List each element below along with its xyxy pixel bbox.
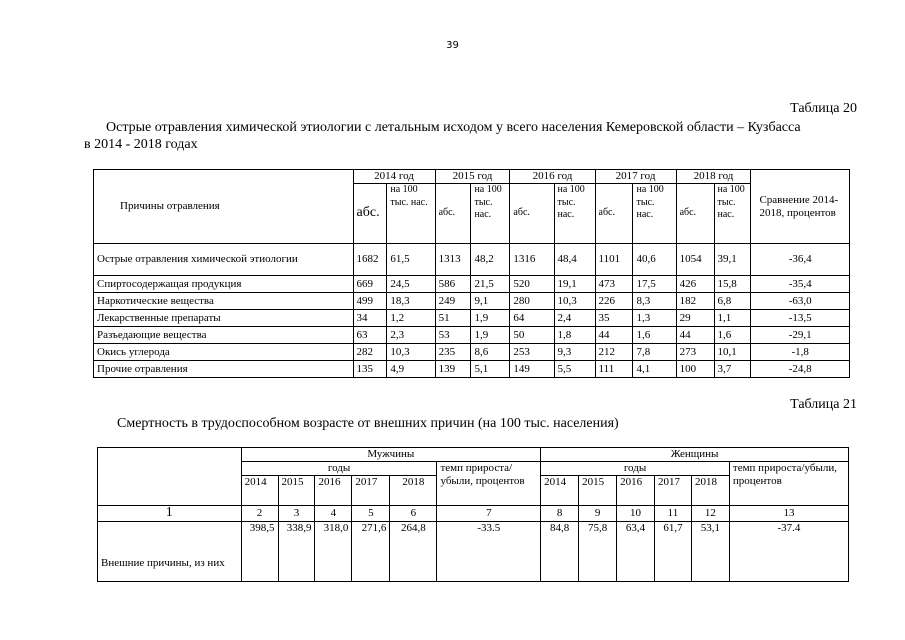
women-value: 61,7 xyxy=(655,522,692,582)
col-number: 1 xyxy=(98,506,242,522)
col-number: 7 xyxy=(437,506,541,522)
abs-value: 235 xyxy=(435,344,471,361)
rate-value: 24,5 xyxy=(387,276,435,293)
header-per100k: на 100 тыс. нас. xyxy=(633,184,676,244)
rate-value: 4,1 xyxy=(633,361,676,378)
abs-value: 499 xyxy=(353,293,387,310)
header-women-year: 2018 xyxy=(691,476,729,506)
rate-value: 9,1 xyxy=(471,293,510,310)
comparison-value: -36,4 xyxy=(751,244,850,276)
abs-value: 249 xyxy=(435,293,471,310)
abs-value: 63 xyxy=(353,327,387,344)
table-row xyxy=(94,293,850,310)
abs-value: 212 xyxy=(595,344,633,361)
rate-value: 3,7 xyxy=(714,361,751,378)
rate-value: 5,5 xyxy=(554,361,595,378)
row-name: Спиртосодержащая продукция xyxy=(94,276,354,293)
table-20-label: Таблица 20 xyxy=(790,101,857,116)
rate-value: 9,3 xyxy=(554,344,595,361)
abs-value: 44 xyxy=(676,327,714,344)
rate-value: 18,3 xyxy=(387,293,435,310)
comparison-value: -13,5 xyxy=(751,310,850,327)
header-women-year: 2017 xyxy=(655,476,692,506)
header-men-year: 2015 xyxy=(278,476,315,506)
abs-value: 280 xyxy=(510,293,554,310)
abs-value: 135 xyxy=(353,361,387,378)
col-number: 3 xyxy=(278,506,315,522)
abs-value: 139 xyxy=(435,361,471,378)
rate-value: 6,8 xyxy=(714,293,751,310)
table-row xyxy=(98,522,849,582)
table-21 xyxy=(97,447,849,582)
men-value: 318,0 xyxy=(315,522,352,582)
table-20-title-line1: Острые отравления химической этиологии с летальным исходом у всего населения Кемеровской области – Кузбасса xyxy=(106,120,801,135)
header-cause: Причины отравления xyxy=(94,170,354,244)
rate-value: 39,1 xyxy=(714,244,751,276)
header-men-year: 2014 xyxy=(241,476,278,506)
abs-value: 51 xyxy=(435,310,471,327)
header-women: Женщины xyxy=(541,448,849,462)
abs-value: 669 xyxy=(353,276,387,293)
rate-value: 19,1 xyxy=(554,276,595,293)
header-women-years: годы xyxy=(541,462,730,476)
table-row xyxy=(94,327,850,344)
rate-value: 40,6 xyxy=(633,244,676,276)
header-women-year: 2015 xyxy=(579,476,617,506)
rate-value: 1,8 xyxy=(554,327,595,344)
abs-value: 426 xyxy=(676,276,714,293)
header-year-2018: 2018 год xyxy=(676,170,751,184)
comparison-value: -1,8 xyxy=(751,344,850,361)
rate-value: 10,3 xyxy=(387,344,435,361)
table-row xyxy=(94,276,850,293)
women-value: 53,1 xyxy=(691,522,729,582)
abs-value: 35 xyxy=(595,310,633,327)
men-value: 271,6 xyxy=(352,522,390,582)
rate-value: 61,5 xyxy=(387,244,435,276)
header-abs: абс. xyxy=(510,184,554,244)
abs-value: 29 xyxy=(676,310,714,327)
col-number: 11 xyxy=(655,506,692,522)
rate-value: 2,4 xyxy=(554,310,595,327)
row-name: Острые отравления химической этиологии xyxy=(94,244,354,276)
men-rate: -33.5 xyxy=(437,522,541,582)
col-number: 4 xyxy=(315,506,352,522)
women-value: 75,8 xyxy=(579,522,617,582)
rate-value: 2,3 xyxy=(387,327,435,344)
abs-value: 149 xyxy=(510,361,554,378)
abs-value: 53 xyxy=(435,327,471,344)
comparison-value: -63,0 xyxy=(751,293,850,310)
men-value: 338,9 xyxy=(278,522,315,582)
comparison-value: -24,8 xyxy=(751,361,850,378)
header-men: Мужчины xyxy=(241,448,541,462)
abs-value: 50 xyxy=(510,327,554,344)
table-21-title: Смертность в трудоспособном возрасте от внешних причин (на 100 тыс. населения) xyxy=(117,416,619,431)
row-name: Лекарственные препараты xyxy=(94,310,354,327)
col-number: 5 xyxy=(352,506,390,522)
abs-value: 1313 xyxy=(435,244,471,276)
row-name: Окись углерода xyxy=(94,344,354,361)
abs-value: 253 xyxy=(510,344,554,361)
abs-value: 1101 xyxy=(595,244,633,276)
abs-value: 282 xyxy=(353,344,387,361)
table-20-title xyxy=(84,119,884,153)
row-name: Внешние причины, из них xyxy=(98,522,242,582)
abs-value: 520 xyxy=(510,276,554,293)
header-per100k: на 100 тыс. нас. xyxy=(471,184,510,244)
header-women-year: 2016 xyxy=(617,476,655,506)
header-abs: абс. xyxy=(435,184,471,244)
abs-value: 44 xyxy=(595,327,633,344)
row-header-empty xyxy=(98,448,242,506)
rate-value: 1,9 xyxy=(471,327,510,344)
table-20-body xyxy=(94,244,850,378)
row-name: Наркотические вещества xyxy=(94,293,354,310)
rate-value: 1,3 xyxy=(633,310,676,327)
header-year-2016: 2016 год xyxy=(510,170,595,184)
rate-value: 7,8 xyxy=(633,344,676,361)
table-row xyxy=(94,361,850,378)
header-women-year: 2014 xyxy=(541,476,579,506)
abs-value: 1054 xyxy=(676,244,714,276)
abs-value: 1682 xyxy=(353,244,387,276)
abs-value: 473 xyxy=(595,276,633,293)
rate-value: 1,9 xyxy=(471,310,510,327)
rate-value: 8,3 xyxy=(633,293,676,310)
table-row xyxy=(94,310,850,327)
women-value: 63,4 xyxy=(617,522,655,582)
header-per100k: на 100 тыс. нас. xyxy=(554,184,595,244)
table-21-label: Таблица 21 xyxy=(790,397,857,412)
col-number: 10 xyxy=(617,506,655,522)
table-row xyxy=(94,244,850,276)
men-value: 264,8 xyxy=(390,522,437,582)
header-abs: абс. xyxy=(676,184,714,244)
rate-value: 1,6 xyxy=(633,327,676,344)
comparison-value: -35,4 xyxy=(751,276,850,293)
table-20 xyxy=(93,169,850,378)
header-men-year: 2018 xyxy=(390,476,437,506)
abs-value: 64 xyxy=(510,310,554,327)
col-number: 8 xyxy=(541,506,579,522)
col-number: 12 xyxy=(691,506,729,522)
page-number: 39 xyxy=(446,40,459,51)
table-20-title-line2: в 2014 - 2018 годах xyxy=(84,137,198,152)
header-year-2015: 2015 год xyxy=(435,170,510,184)
header-per100k: на 100 тыс. нас. xyxy=(714,184,751,244)
rate-value: 10,3 xyxy=(554,293,595,310)
abs-value: 226 xyxy=(595,293,633,310)
header-abs: абс. xyxy=(595,184,633,244)
women-value: 84,8 xyxy=(541,522,579,582)
rate-value: 21,5 xyxy=(471,276,510,293)
rate-value: 1,2 xyxy=(387,310,435,327)
rate-value: 1,6 xyxy=(714,327,751,344)
rate-value: 5,1 xyxy=(471,361,510,378)
header-men-year: 2017 xyxy=(352,476,390,506)
rate-value: 10,1 xyxy=(714,344,751,361)
abs-value: 1316 xyxy=(510,244,554,276)
header-men-year: 2016 xyxy=(315,476,352,506)
table-row xyxy=(94,344,850,361)
men-value: 398,5 xyxy=(241,522,278,582)
abs-value: 34 xyxy=(353,310,387,327)
abs-value: 182 xyxy=(676,293,714,310)
header-women-rate: темп прироста/убыли, процентов xyxy=(729,462,848,506)
rate-value: 48,2 xyxy=(471,244,510,276)
header-per100k: на 100 тыс. нас. xyxy=(387,184,435,244)
col-number: 6 xyxy=(390,506,437,522)
rate-value: 48,4 xyxy=(554,244,595,276)
header-abs: абс. xyxy=(353,184,387,244)
rate-value: 4,9 xyxy=(387,361,435,378)
rate-value: 17,5 xyxy=(633,276,676,293)
rate-value: 1,1 xyxy=(714,310,751,327)
header-men-rate: темп прироста/ убыли, процентов xyxy=(437,462,541,506)
rate-value: 15,8 xyxy=(714,276,751,293)
women-rate: -37.4 xyxy=(729,522,848,582)
rate-value: 8,6 xyxy=(471,344,510,361)
col-number: 13 xyxy=(729,506,848,522)
abs-value: 586 xyxy=(435,276,471,293)
header-men-years: годы xyxy=(241,462,437,476)
abs-value: 273 xyxy=(676,344,714,361)
col-number: 2 xyxy=(241,506,278,522)
abs-value: 111 xyxy=(595,361,633,378)
header-year-2017: 2017 год xyxy=(595,170,676,184)
row-name: Прочие отравления xyxy=(94,361,354,378)
comparison-value: -29,1 xyxy=(751,327,850,344)
header-year-2014: 2014 год xyxy=(353,170,435,184)
col-number: 9 xyxy=(579,506,617,522)
header-comparison: Сравнение 2014-2018, процентов xyxy=(751,170,850,244)
abs-value: 100 xyxy=(676,361,714,378)
row-name: Разъедающие вещества xyxy=(94,327,354,344)
